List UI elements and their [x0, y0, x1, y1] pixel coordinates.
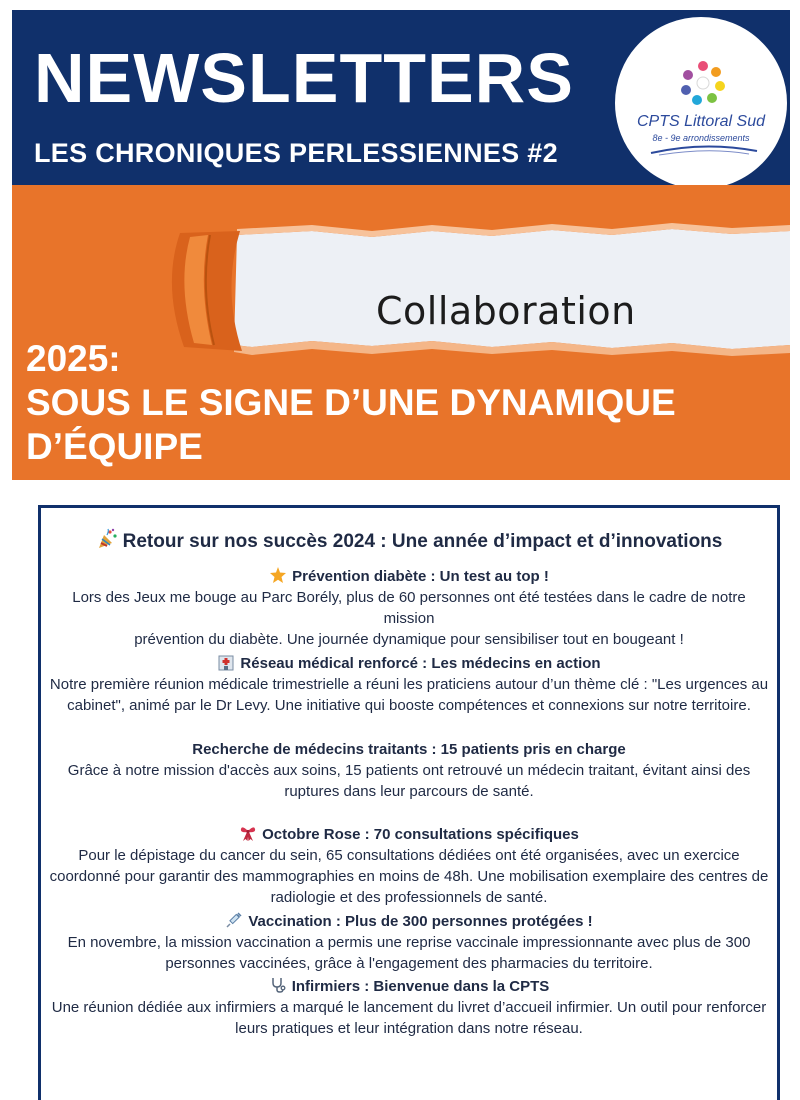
colorful-people-circle-icon [679, 59, 727, 107]
syringe-icon [225, 911, 243, 929]
item-title [41, 911, 777, 932]
item-nurses [41, 976, 777, 1039]
item-text-line: radiologie et des professionnels de santé. [270, 889, 548, 906]
item-title-text: Prévention diabète : Un test au top ! [292, 568, 549, 585]
item-title-text: Octobre Rose : 70 consultations spécifiques [262, 826, 579, 843]
headline-line-2: SOUS LE SIGNE D’UNE DYNAMIQUE [26, 382, 676, 423]
item-text-line: leurs pratiques et leur intégration dans notre réseau. [235, 1020, 583, 1037]
stethoscope-icon [269, 976, 287, 994]
successes-content-box [38, 505, 780, 1100]
section-title [41, 528, 777, 553]
item-text-line: coordonné pour garantir des mammographies en moins de 48h. Une mobilisation exemplaire des centres de [49, 868, 769, 885]
ribbon-icon [239, 824, 257, 842]
star-icon [269, 566, 287, 584]
banner-headline [26, 337, 746, 469]
item-treating-doctors [41, 740, 777, 802]
item-text-line: cabinet", animé par le Dr Levy. Une initiative qui booste compétences et connexions sur notre territoire. [67, 697, 751, 714]
hospital-icon [217, 653, 235, 671]
item-title-text: Infirmiers : Bienvenue dans la CPTS [291, 978, 550, 995]
item-medical-network [41, 653, 777, 716]
item-title [41, 824, 777, 845]
banner-word: Collaboration [376, 289, 636, 333]
item-diabetes-prevention [41, 566, 777, 650]
party-popper-icon [96, 528, 118, 550]
item-title [41, 976, 777, 997]
item-text-line: En novembre, la mission vaccination a permis une reprise vaccinale impressionnante avec plus de 300 [67, 934, 751, 951]
item-text-line: personnes vaccinées, grâce à l'engagement des pharmacies du territoire. [165, 955, 653, 972]
item-title-text: Vaccination : Plus de 300 personnes protégées ! [248, 913, 593, 930]
item-text-line: Une réunion dédiée aux infirmiers a marqué le lancement du livret d’accueil infirmier. Un outil pour renforcer [51, 999, 767, 1016]
item-title [41, 566, 777, 587]
item-text-line: Grâce à notre mission d'accès aux soins, 15 patients ont retrouvé un médecin traitant, évitant ainsi des [67, 762, 751, 779]
item-text-line: Lors des Jeux me bouge au Parc Borély, plus de 60 personnes ont été testées dans le cadre de notre mission [72, 589, 746, 627]
item-title-text: Réseau médical renforcé : Les médecins en action [240, 655, 601, 672]
logo-name: CPTS Littoral Sud [636, 113, 766, 130]
cpts-logo [613, 15, 789, 191]
item-text-line: ruptures dans leur parcours de santé. [284, 783, 534, 800]
torn-paper-banner [12, 185, 790, 480]
item-pink-october [41, 824, 777, 908]
headline-line-1: 2025: [26, 338, 121, 379]
section-title-text: Retour sur nos succès 2024 : Une année d’impact et d’innovations [122, 531, 723, 552]
item-text-line: Pour le dépistage du cancer du sein, 65 consultations dédiées ont été organisées, avec un exercice [78, 847, 740, 864]
newsletter-header [12, 10, 790, 185]
logo-swoosh [649, 143, 759, 157]
item-text-line: Notre première réunion médicale trimestrielle a réuni les praticiens autour d’un thème clé : "Les urgences au [49, 676, 769, 693]
logo-subtitle: 8e - 9e arrondissements [652, 133, 750, 143]
item-text-line: prévention du diabète. Une journée dynamique pour sensibiliser tout en bougeant ! [134, 631, 684, 648]
item-title [41, 653, 777, 674]
newsletter-title: NEWSLETTERS [34, 39, 574, 117]
headline-line-3: D’ÉQUIPE [26, 426, 203, 467]
item-vaccination [41, 911, 777, 974]
newsletter-subtitle: LES CHRONIQUES PERLESSIENNES #2 [34, 138, 558, 168]
item-title: Recherche de médecins traitants : 15 patients pris en charge [192, 741, 626, 758]
